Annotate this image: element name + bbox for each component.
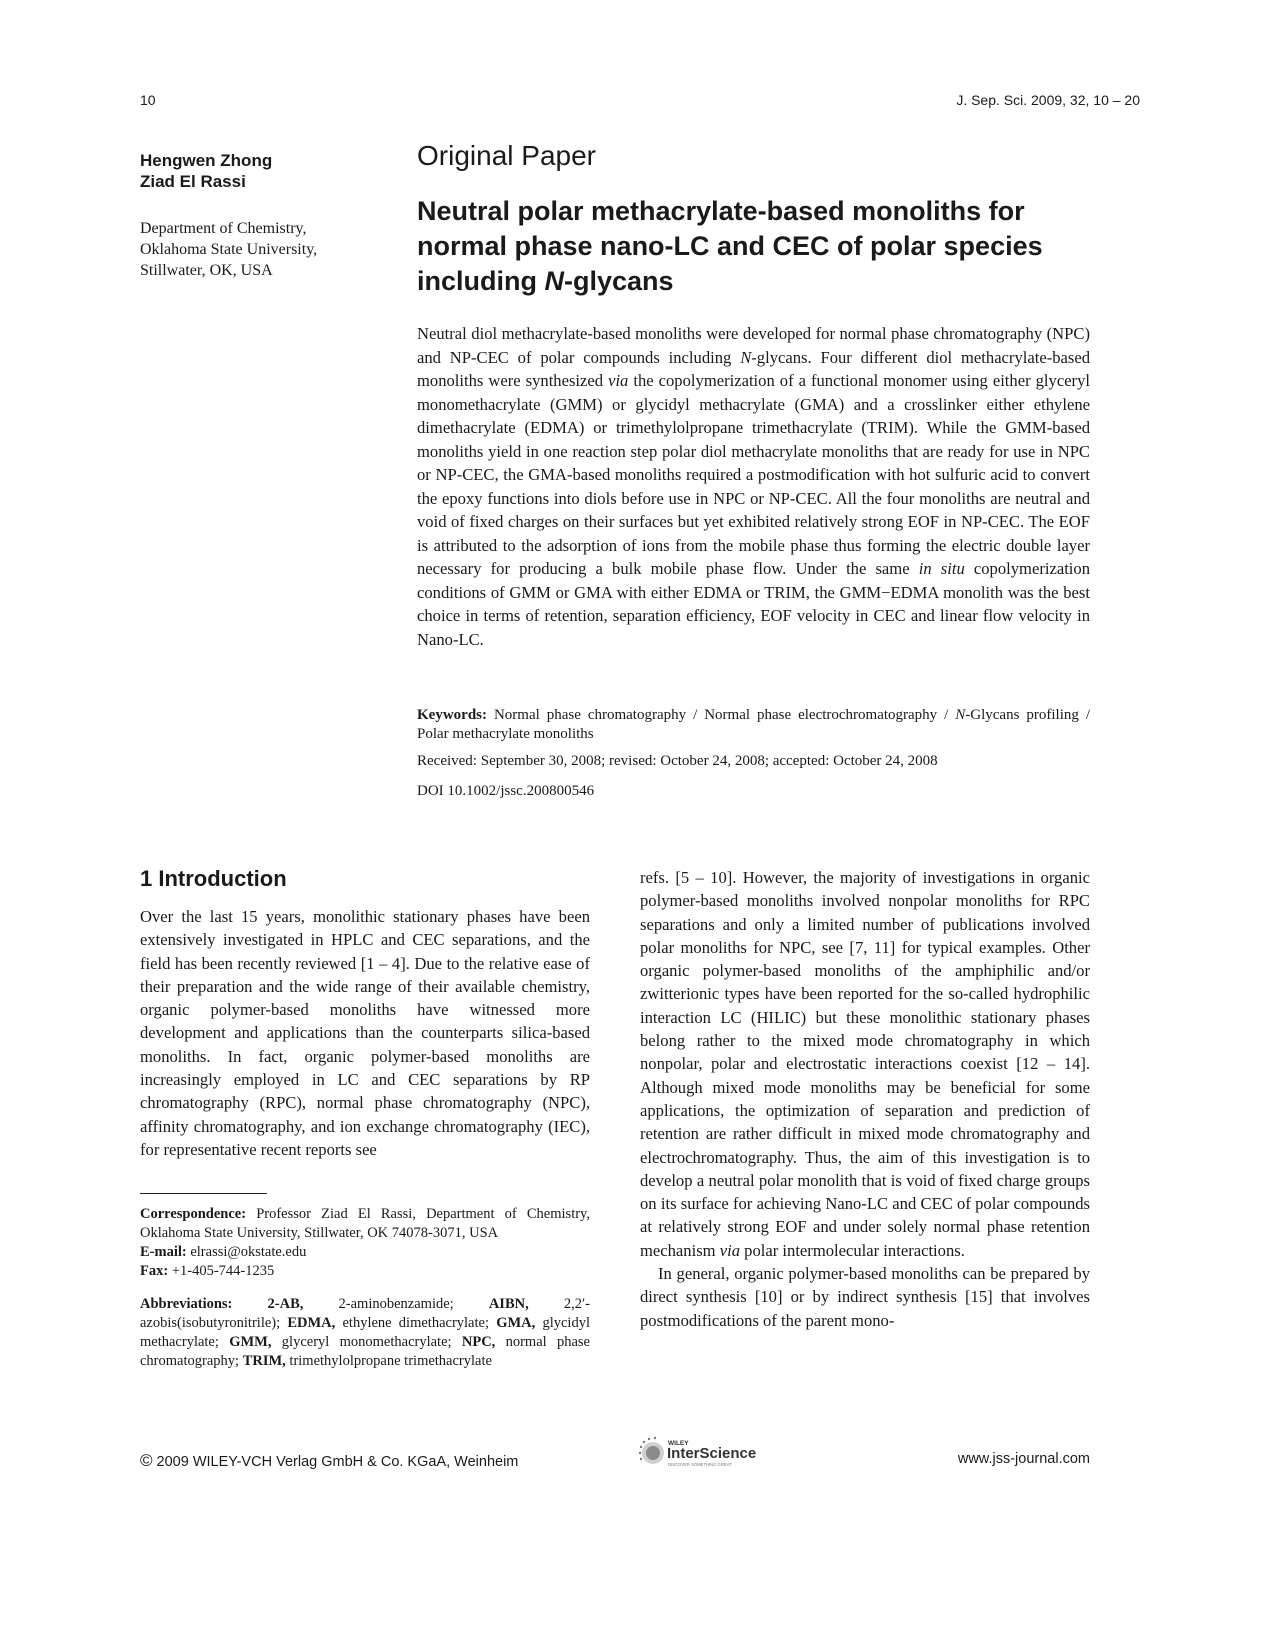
abbr-def: glyceryl monomethacrylate; <box>271 1334 462 1350</box>
abstract-text: -glycans. Four different diol methacrylate-based monoliths were synthesized <box>417 347 1091 390</box>
title-italic: N <box>544 266 564 296</box>
intro-paragraph: In general, organic polymer-based monoliths can be prepared by direct synthesis [10] or by indirect synthesis [15] that involves postmodifications of the parent mono- <box>640 1264 1090 1330</box>
abbr-def: 2,2′-azobis(isobutyronitrile); <box>140 1296 590 1331</box>
footnotes <box>140 1205 590 1371</box>
journal-reference: J. Sep. Sci. 2009, 32, 10 – 20 <box>956 92 1140 108</box>
fax-line <box>140 1262 590 1281</box>
wiley-interscience-logo <box>638 1436 778 1470</box>
intro-paragraph <box>640 866 1090 1262</box>
email-line <box>140 1243 590 1262</box>
email-address[interactable]: elrassi@okstate.edu <box>186 1244 307 1260</box>
abstract-italic: via <box>608 371 629 390</box>
abbr-def: 2-aminobenzamide; <box>303 1296 489 1312</box>
logo-top-text: WILEY <box>668 1440 689 1447</box>
title-text-end: -glycans <box>564 266 674 296</box>
abbr-term: 2-AB, <box>267 1296 304 1312</box>
abbreviations <box>140 1295 590 1371</box>
paragraph-text: refs. [5 – 10]. However, the majority of investigations in organic polymer-based monoliths involved nonpolar monoliths for RPC separations and only a limited number of publications involved polar monoliths for NPC, see [7, 11] for typical examples. Other organic polymer-based monoliths of the amphiphilic and/or zwitterionic types have been reported for the so-called hydrophilic interaction LC (HILIC) but these monolithic stationary phases belong rather to the mixed mode chromatography in which nonpolar, polar and electrostatic interactions coexist [12 – 14]. Although mixed mode monoliths may be beneficial for some applications, the optimization of separation and prediction of retention are rather difficult in mixed mode chromatography and electrochromatography. Thus, the aim of this investigation is to develop a neutral polar monolith that is void of fixed charge groups on its surface for achieving Nano-LC and CEC of polar compounds at relatively strong EOF and under solely normal phase retention mechanism <box>640 868 1090 1260</box>
logo-main-text: InterScience <box>667 1445 757 1462</box>
email-label: E-mail: <box>140 1244 187 1260</box>
copyright <box>140 1451 518 1471</box>
paper-type: Original Paper <box>417 140 596 171</box>
abbr-def: ethylene dimethacrylate; <box>335 1315 497 1331</box>
intro-column-left: Over the last 15 years, monolithic stationary phases have been extensively investigated in HPLC and CEC separations, and the field has been recently reviewed [1 – 4]. Due to the relative ease of their preparation and the wide range of their available chemistry, organic polymer-based monoliths have witnessed more development and applications than the counterparts silica-based monoliths. In fact, organic polymer-based monoliths are increasingly employed in LC and CEC separations by RP chromatography (RPC), normal phase chromatography (NPC), affinity chromatography, and ion exchange chromatography (IEC), for representative recent reports see <box>140 907 590 1159</box>
abstract-text: copolymerization conditions of GMM or GMA with either EDMA or TRIM, the GMM−EDMA monolith was the best choice in terms of retention, separation efficiency, EOF velocity in CEC and linear flow velocity in Nano-LC. <box>417 559 1091 649</box>
correspondence-label: Correspondence: <box>140 1206 247 1222</box>
correspondence-text: Professor Ziad El Rassi, Department of Chemistry, Oklahoma State University, Stillwater, OK 74078-3071, USA <box>140 1206 590 1241</box>
paragraph-italic: via <box>719 1240 741 1260</box>
footnote-rule <box>140 1193 267 1194</box>
affiliation-line: Oklahoma State University, <box>140 241 318 258</box>
title-text: Neutral polar methacrylate-based monoliths for normal phase nano-LC and CEC of polar species including <box>417 196 1043 296</box>
abbr-term: TRIM, <box>242 1353 286 1369</box>
abbr-term: AIBN, <box>488 1296 529 1312</box>
affiliation-line: Department of Chemistry, <box>140 220 307 237</box>
logo-tagline: DISCOVER SOMETHING GREAT <box>668 1462 732 1467</box>
keywords-text: Normal phase chromatography / Normal phase electrochromatography / <box>487 707 956 723</box>
abstract <box>417 322 1090 651</box>
correspondence <box>140 1205 590 1243</box>
author-list <box>140 150 272 192</box>
abbr-term: GMM, <box>229 1334 272 1350</box>
page-number: 10 <box>140 92 156 108</box>
abbr-def: glycidyl methacrylate; <box>140 1315 590 1350</box>
keywords <box>417 706 1090 744</box>
abstract-text: Neutral diol methacrylate-based monoliths were developed for normal phase chromatography (NPC) and NP-CEC of polar compounds including <box>417 324 1090 367</box>
author-name: Hengwen Zhong <box>140 151 273 170</box>
abbreviations-label: Abbreviations: <box>140 1296 233 1312</box>
fax-number: +1-405-744-1235 <box>168 1263 275 1279</box>
paragraph-text: polar intermolecular interactions. <box>740 1240 965 1260</box>
abbr-term: GMA, <box>496 1315 536 1331</box>
section-heading: 1 Introduction <box>140 866 287 891</box>
copyright-symbol: © <box>140 1451 153 1470</box>
logo-swirl-icon <box>639 1437 664 1464</box>
keywords-italic: N <box>955 707 966 723</box>
doi: DOI 10.1002/jssc.200800546 <box>417 783 595 799</box>
keywords-text: -Glycans profiling / Polar methacrylate monoliths <box>417 707 1090 742</box>
abstract-italic: in situ <box>918 559 965 578</box>
abbr-term: EDMA, <box>287 1315 336 1331</box>
copyright-text: 2009 WILEY-VCH Verlag GmbH & Co. KGaA, Weinheim <box>156 1454 519 1470</box>
abbr-def: normal phase chromatography; <box>140 1334 590 1369</box>
received-dates: Received: September 30, 2008; revised: October 24, 2008; accepted: October 24, 2008 <box>417 753 938 769</box>
paper-title <box>417 194 1097 299</box>
keywords-label: Keywords: <box>417 707 487 723</box>
journal-website[interactable]: www.jss-journal.com <box>957 1451 1090 1467</box>
intro-column-right <box>640 866 1090 1332</box>
abbr-def: trimethylolpropane trimethacrylate <box>285 1353 492 1369</box>
abbr-term: NPC, <box>461 1334 496 1350</box>
abstract-italic: N <box>740 347 752 367</box>
fax-label: Fax: <box>140 1263 169 1279</box>
author-name: Ziad El Rassi <box>140 172 246 191</box>
affiliation <box>140 218 370 281</box>
affiliation-line: Stillwater, OK, USA <box>140 262 273 279</box>
abstract-text: the copolymerization of a functional monomer using either glyceryl monomethacrylate (GMM) or glycidyl methacrylate (GMA) and a crosslinker either ethylene dimethacrylate (EDMA) or trimethylolpropane trimethacrylate (TRIM). While the GMM-based monoliths yield in one reaction step polar diol methacrylate monoliths that are ready for use in NPC or NP-CEC, the GMA-based monoliths required a postmodification with hot sulfuric acid to convert the epoxy functions into diols before use in NPC or NP-CEC. All the four monoliths are neutral and void of fixed charges on their surfaces but yet exhibited relatively strong EOF in NP-CEC. The EOF is attributed to the adsorption of ions from the mobile phase thus forming the electric double layer necessary for producing a bulk mobile phase flow. Under the same <box>417 371 1090 578</box>
